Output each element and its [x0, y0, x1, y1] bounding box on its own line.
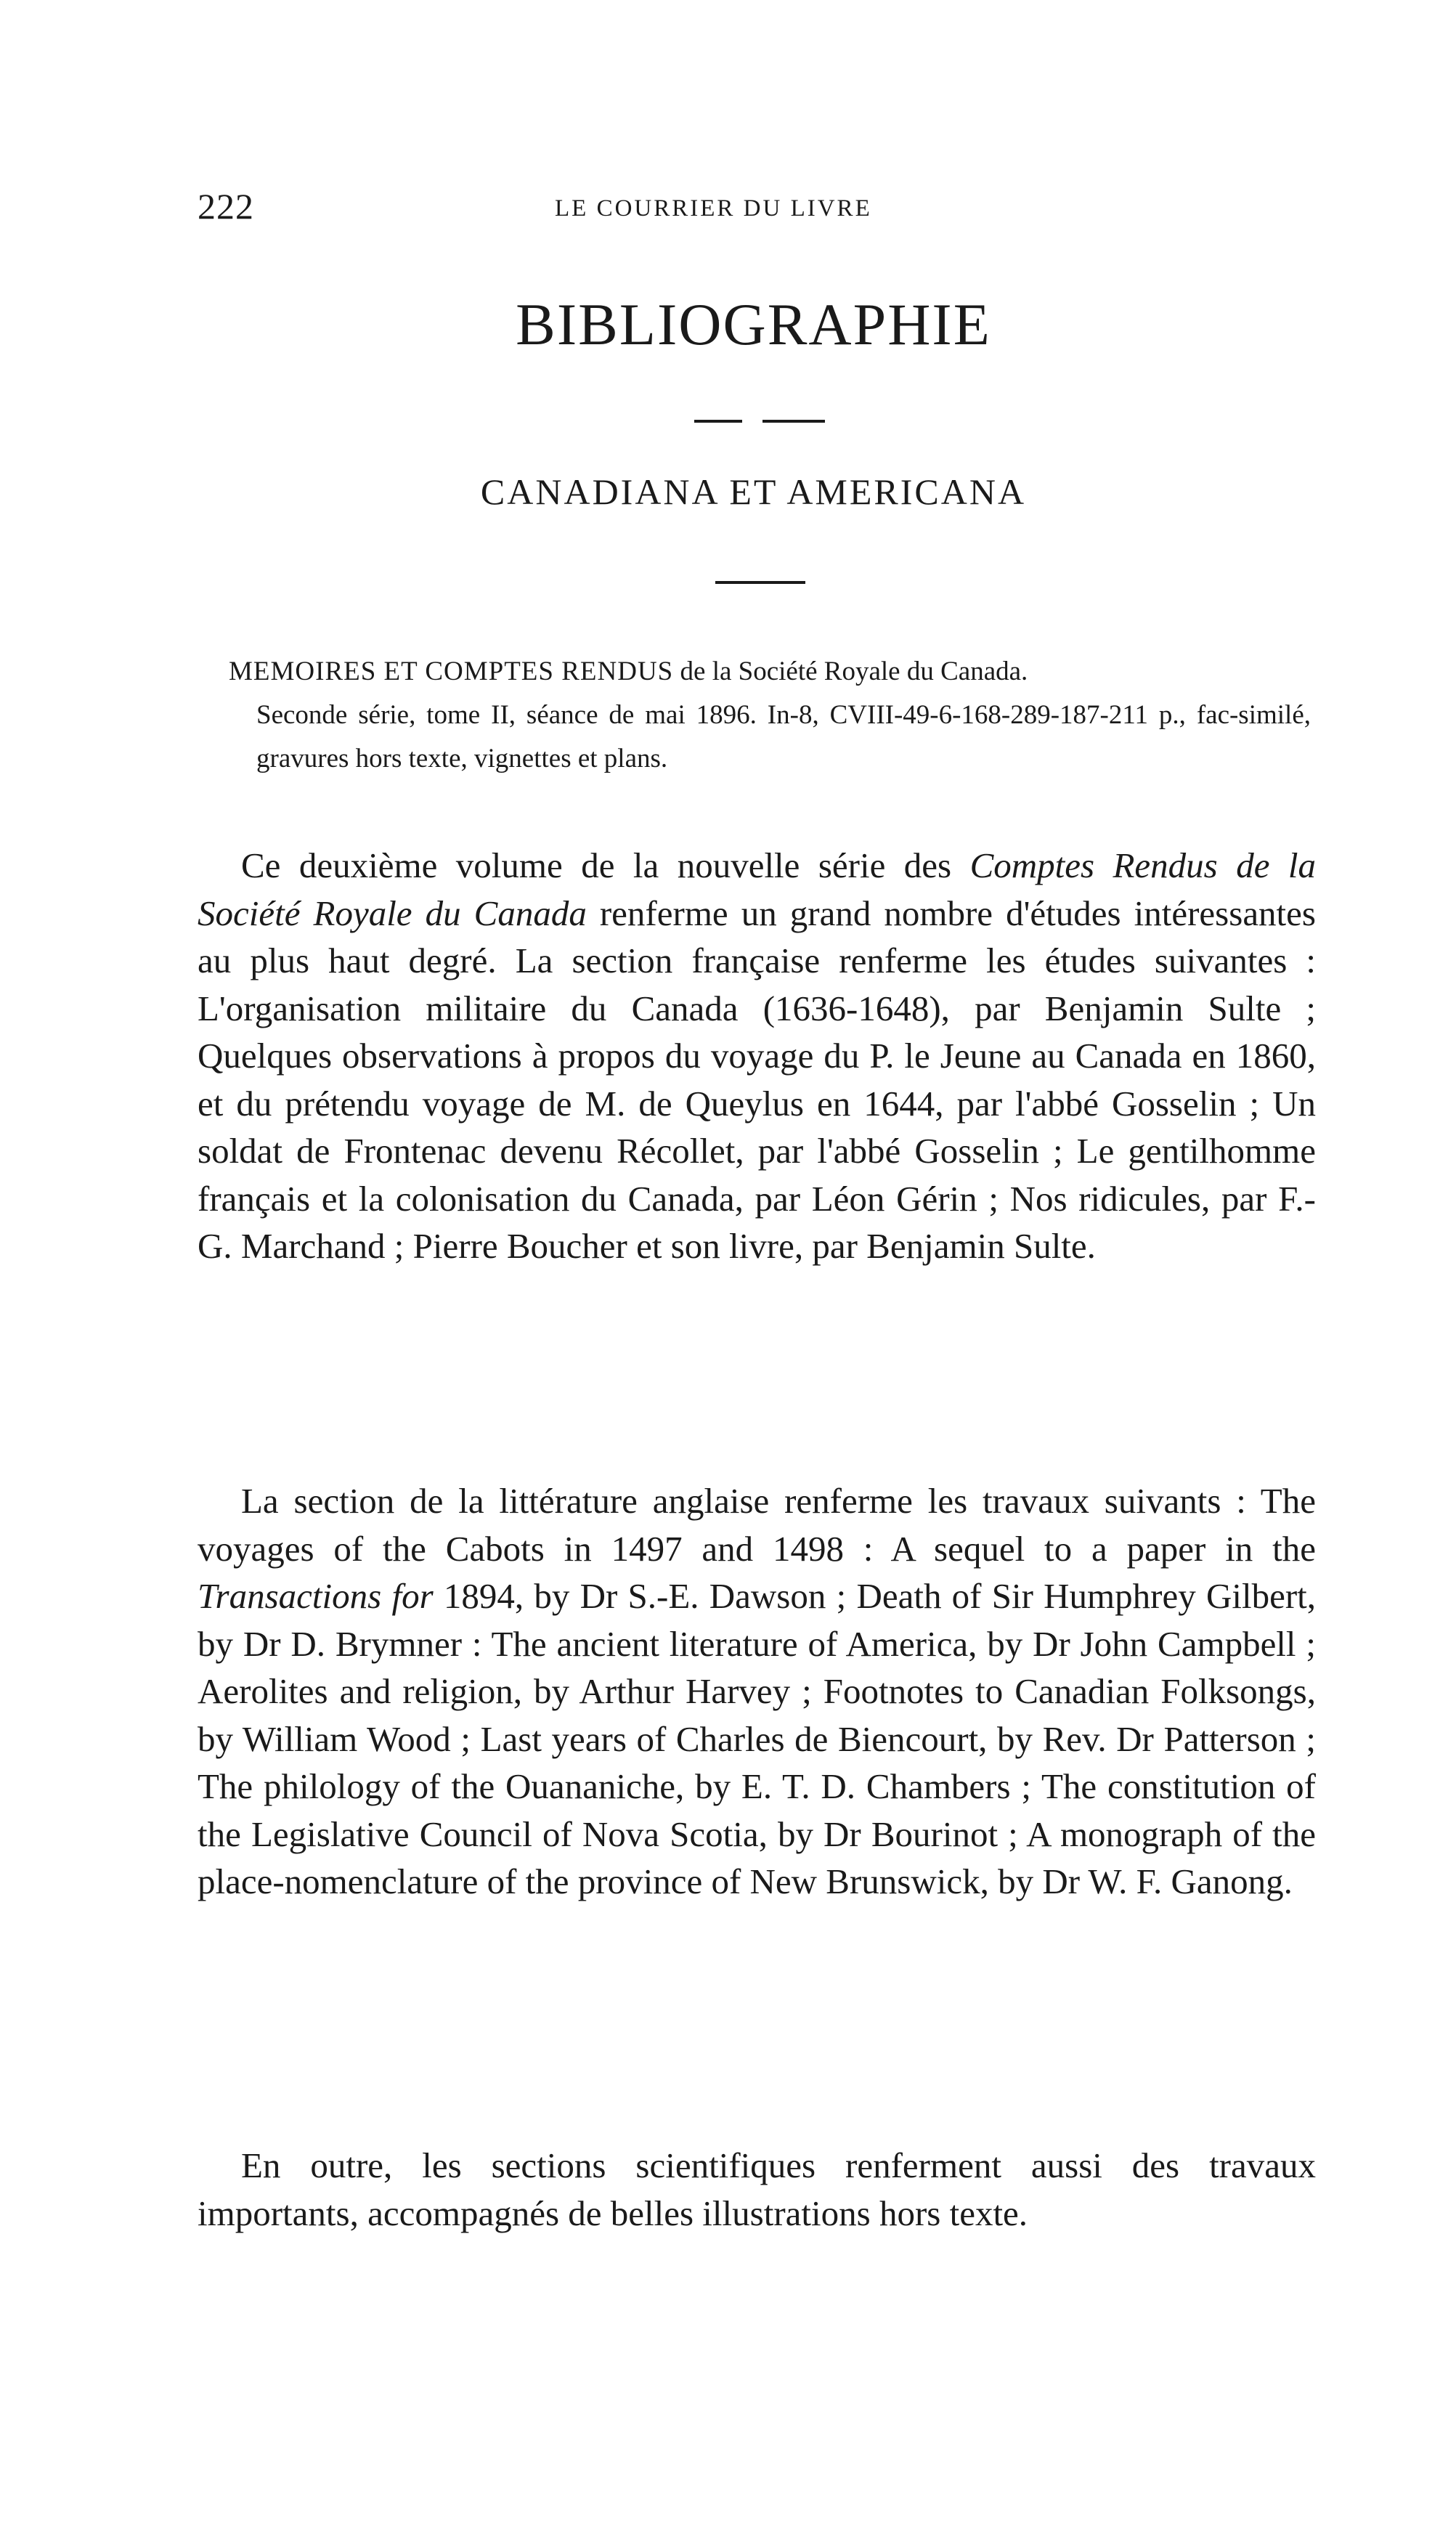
- paragraph-text: En outre, les sections scientifiques renferment aussi des travaux importants, accompagnés de belles illustrations hors texte.: [198, 2145, 1316, 2233]
- review-paragraph: [198, 2142, 1316, 2237]
- paragraph-text: 1894, by Dr S.-E. Dawson ; Death of Sir Humphrey Gilbert, by Dr D. Brymner : The ancient literature of America, by Dr John Campbell ; Aerolites and religion, by Arthur Harvey ; Footnotes to Canadian Folksongs, by William Wood ; Last years of Charles de Biencourt, by Rev. Dr Patterson ; The philology of the Ouananiche, by E. T. D. Chambers ; The constitution of the Legislative Council of Nova Scotia, by Dr Bourinot ; A monograph of the place-nomenclature of the province of New Brunswick, by Dr W. F. Ganong.: [198, 1576, 1316, 1901]
- divider-rule: [715, 581, 805, 584]
- bibliographic-entry: [229, 650, 1311, 781]
- italic-title: Comptes Rendus de la Société Royale du Canada: [198, 845, 1316, 933]
- divider-rule: [762, 420, 825, 423]
- page-number: 222: [198, 186, 254, 227]
- paragraph-text: La section de la littérature anglaise renferme les travaux suivants : The voyages of the Cabots in 1497 and 1498 : A sequel to a paper in the: [198, 1481, 1316, 1569]
- running-head: [198, 185, 1265, 236]
- entry-title-rest: de la Société Royale du Canada.: [680, 657, 1028, 686]
- paragraph-text: renferme un grand nombre d'études intéressantes au plus haut degré. La section française renferme les études suivantes : L'organisation militaire du Canada (1636-1648), par Benjamin Sulte ; Quelques observations à propos du voyage du P. le Jeune au Canada en 1860, et du prétendu voyage de M. de Queylus en 1644, par l'abbé Gosselin ; Un soldat de Frontenac devenu Récollet, par l'abbé Gosselin ; Le gentilhomme français et la colonisation du Canada, par Léon Gérin ; Nos ridicules, par F.-G. Marchand ; Pierre Boucher et son livre, par Benjamin Sulte.: [198, 893, 1316, 1266]
- paragraph-text: Ce deuxième volume de la nouvelle série des: [241, 845, 970, 885]
- subsection-title: CANADIANA ET AMERICANA: [480, 471, 1027, 512]
- review-paragraph: [198, 842, 1316, 1270]
- review-paragraph: [198, 1477, 1316, 1906]
- section-title: BIBLIOGRAPHIE: [516, 291, 991, 357]
- italic-title: Transactions for: [198, 1576, 434, 1616]
- entry-title: MEMOIRES ET COMPTES RENDUS: [229, 657, 674, 686]
- journal-title: LE COURRIER DU LIVRE: [555, 195, 872, 222]
- divider-rule: [694, 420, 742, 423]
- entry-details: Seconde série, tome II, séance de mai 1896. In-8, CVIII-49-6-168-289-187-211 p., fac-similé, gravures hors texte, vignettes et plans.: [256, 700, 1311, 773]
